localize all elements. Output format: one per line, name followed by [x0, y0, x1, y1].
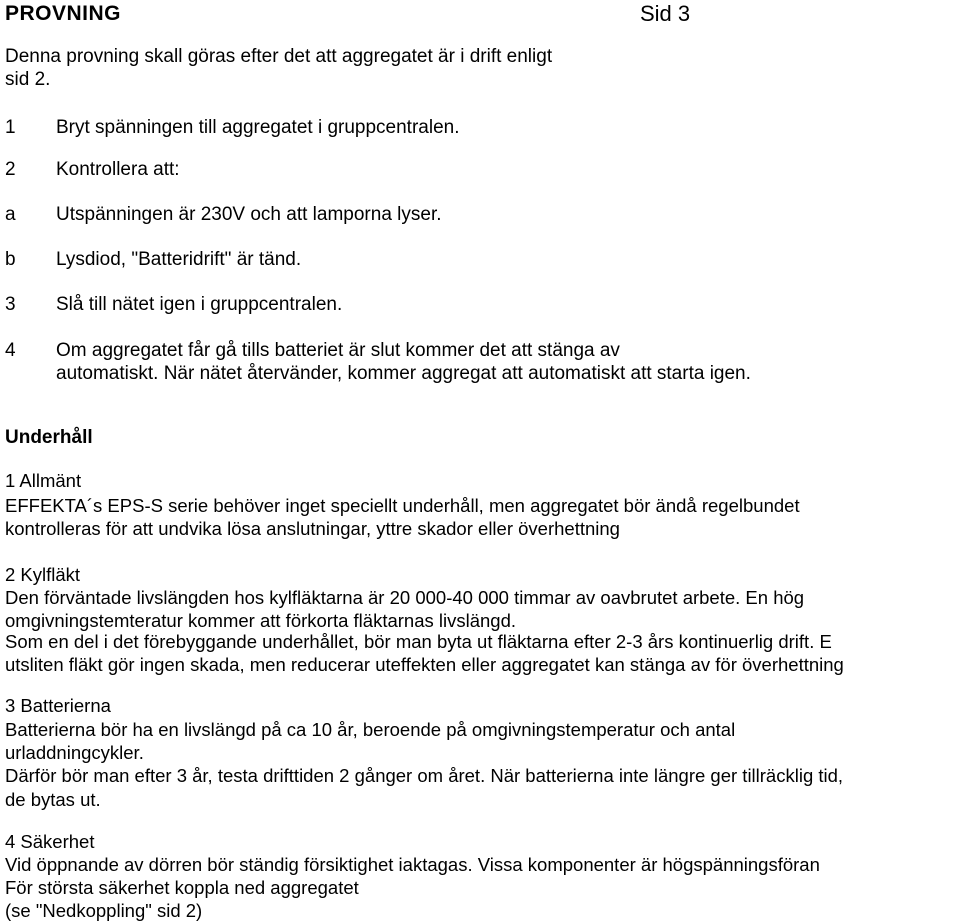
- body-line: 3 Batterierna: [5, 695, 111, 716]
- step-text: Kontrollera att:: [56, 159, 180, 180]
- page-title: PROVNING: [5, 2, 122, 25]
- body-line: (se "Nedkoppling" sid 2): [5, 900, 203, 921]
- step-text: Bryt spänningen till aggregatet i gruppcentralen.: [56, 117, 460, 138]
- body-line: utsliten fläkt gör ingen skada, men reducerar uteffekten eller aggregatet kan stänga av för överhettning: [5, 654, 844, 675]
- intro-line: Denna provning skall göras efter det att aggregatet är i drift enligt: [5, 46, 553, 67]
- step-text: Slå till nätet igen i gruppcentralen.: [56, 294, 343, 315]
- step-text: Utspänningen är 230V och att lamporna lyser.: [56, 204, 442, 225]
- body-line: Därför bör man efter 3 år, testa drifttiden 2 gånger om året. När batterierna inte längre ger tillräcklig tid,: [5, 765, 844, 786]
- body-line: Som en del i det förebyggande underhållet, bör man byta ut fläktarna efter 2-3 års kontinuerlig drift. E: [5, 631, 832, 652]
- body-line: urladdningcykler.: [5, 742, 144, 763]
- step-marker: 1: [5, 117, 16, 138]
- step-marker: b: [5, 249, 16, 270]
- page-number: Sid 3: [640, 1, 691, 26]
- body-line: de bytas ut.: [5, 789, 101, 810]
- step-text: automatiskt. När nätet återvänder, kommer aggregat att automatiskt att starta igen.: [56, 363, 751, 384]
- body-line: 4 Säkerhet: [5, 831, 95, 852]
- section-heading: Underhåll: [5, 427, 93, 448]
- body-line: 1 Allmänt: [5, 470, 82, 491]
- step-marker: 4: [5, 340, 16, 361]
- body-line: Batterierna bör ha en livslängd på ca 10 år, beroende på omgivningstemperatur och antal: [5, 719, 736, 740]
- body-line: Den förväntade livslängden hos kylfläktarna är 20 000-40 000 timmar av oavbrutet arbete. En hög: [5, 587, 805, 608]
- body-line: Vid öppnande av dörren bör ständig försiktighet iaktagas. Vissa komponenter är högspänningsföran: [5, 854, 820, 875]
- body-line: omgivningstemteratur kommer att förkorta fläktarnas livslängd.: [5, 610, 517, 631]
- body-line: EFFEKTA´s EPS-S serie behöver inget speciellt underhåll, men aggregatet bör ändå regelbundet: [5, 495, 800, 516]
- step-text: Lysdiod, "Batteridrift" är tänd.: [56, 249, 302, 270]
- body-line: kontrolleras för att undvika lösa anslutningar, yttre skador eller överhettning: [5, 518, 620, 539]
- step-text: Om aggregatet får gå tills batteriet är slut kommer det att stänga av: [56, 340, 620, 361]
- body-line: 2 Kylfläkt: [5, 564, 81, 585]
- step-marker: 2: [5, 159, 16, 180]
- body-line: För största säkerhet koppla ned aggregatet: [5, 877, 359, 898]
- step-marker: 3: [5, 294, 16, 315]
- step-marker: a: [5, 204, 16, 225]
- intro-line: sid 2.: [5, 69, 51, 90]
